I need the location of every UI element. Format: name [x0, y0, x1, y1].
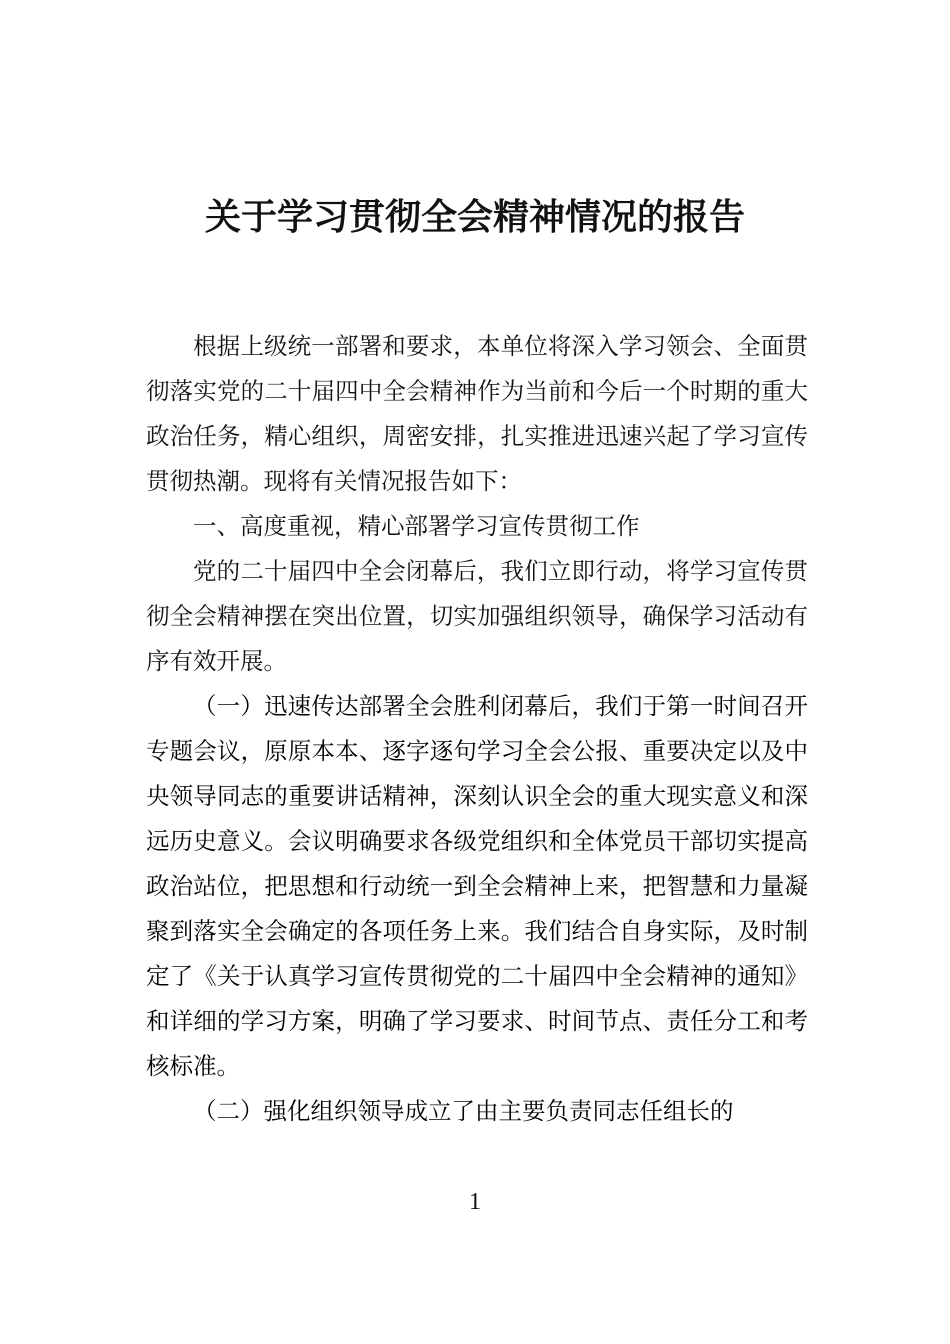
subsection-1-paragraph: （一）迅速传达部署全会胜利闭幕后，我们于第一时间召开专题会议，原原本本、逐字逐句学习全会公报、重要决定以及中央领导同志的重要讲话精神，深刻认识全会的重大现实意义和深远历史意义。会议明确要求各级党组织和全体党员干部切实提高政治站位，把思想和行动统一到全会精神上来，把智慧和力量凝聚到落实全会确定的各项任务上来。我们结合自身实际，及时制定了《关于认真学习宣传贯彻党的二十届四中全会精神的通知》和详细的学习方案，明确了学习要求、时间节点、责任分工和考核标准。: [146, 692, 808, 1080]
subsection-2-paragraph: （二）强化组织领导成立了由主要负责同志任组长的: [193, 1097, 734, 1125]
section-heading-1: 一、高度重视，精心部署学习宣传贯彻工作: [193, 512, 640, 540]
section-1-paragraph: 党的二十届四中全会闭幕后，我们立即行动，将学习宣传贯彻全会精神摆在突出位置，切实加强组织领导，确保学习活动有序有效开展。: [146, 557, 808, 675]
page-number: 1: [469, 1189, 481, 1215]
intro-paragraph: 根据上级统一部署和要求，本单位将深入学习领会、全面贯彻落实党的二十届四中全会精神作为当前和今后一个时期的重大政治任务，精心组织，周密安排，扎实推进迅速兴起了学习宣传贯彻热潮。现将有关情况报告如下：: [146, 332, 808, 495]
document-title: 关于学习贯彻全会精神情况的报告: [204, 196, 745, 238]
document-body: [146, 324, 808, 1134]
